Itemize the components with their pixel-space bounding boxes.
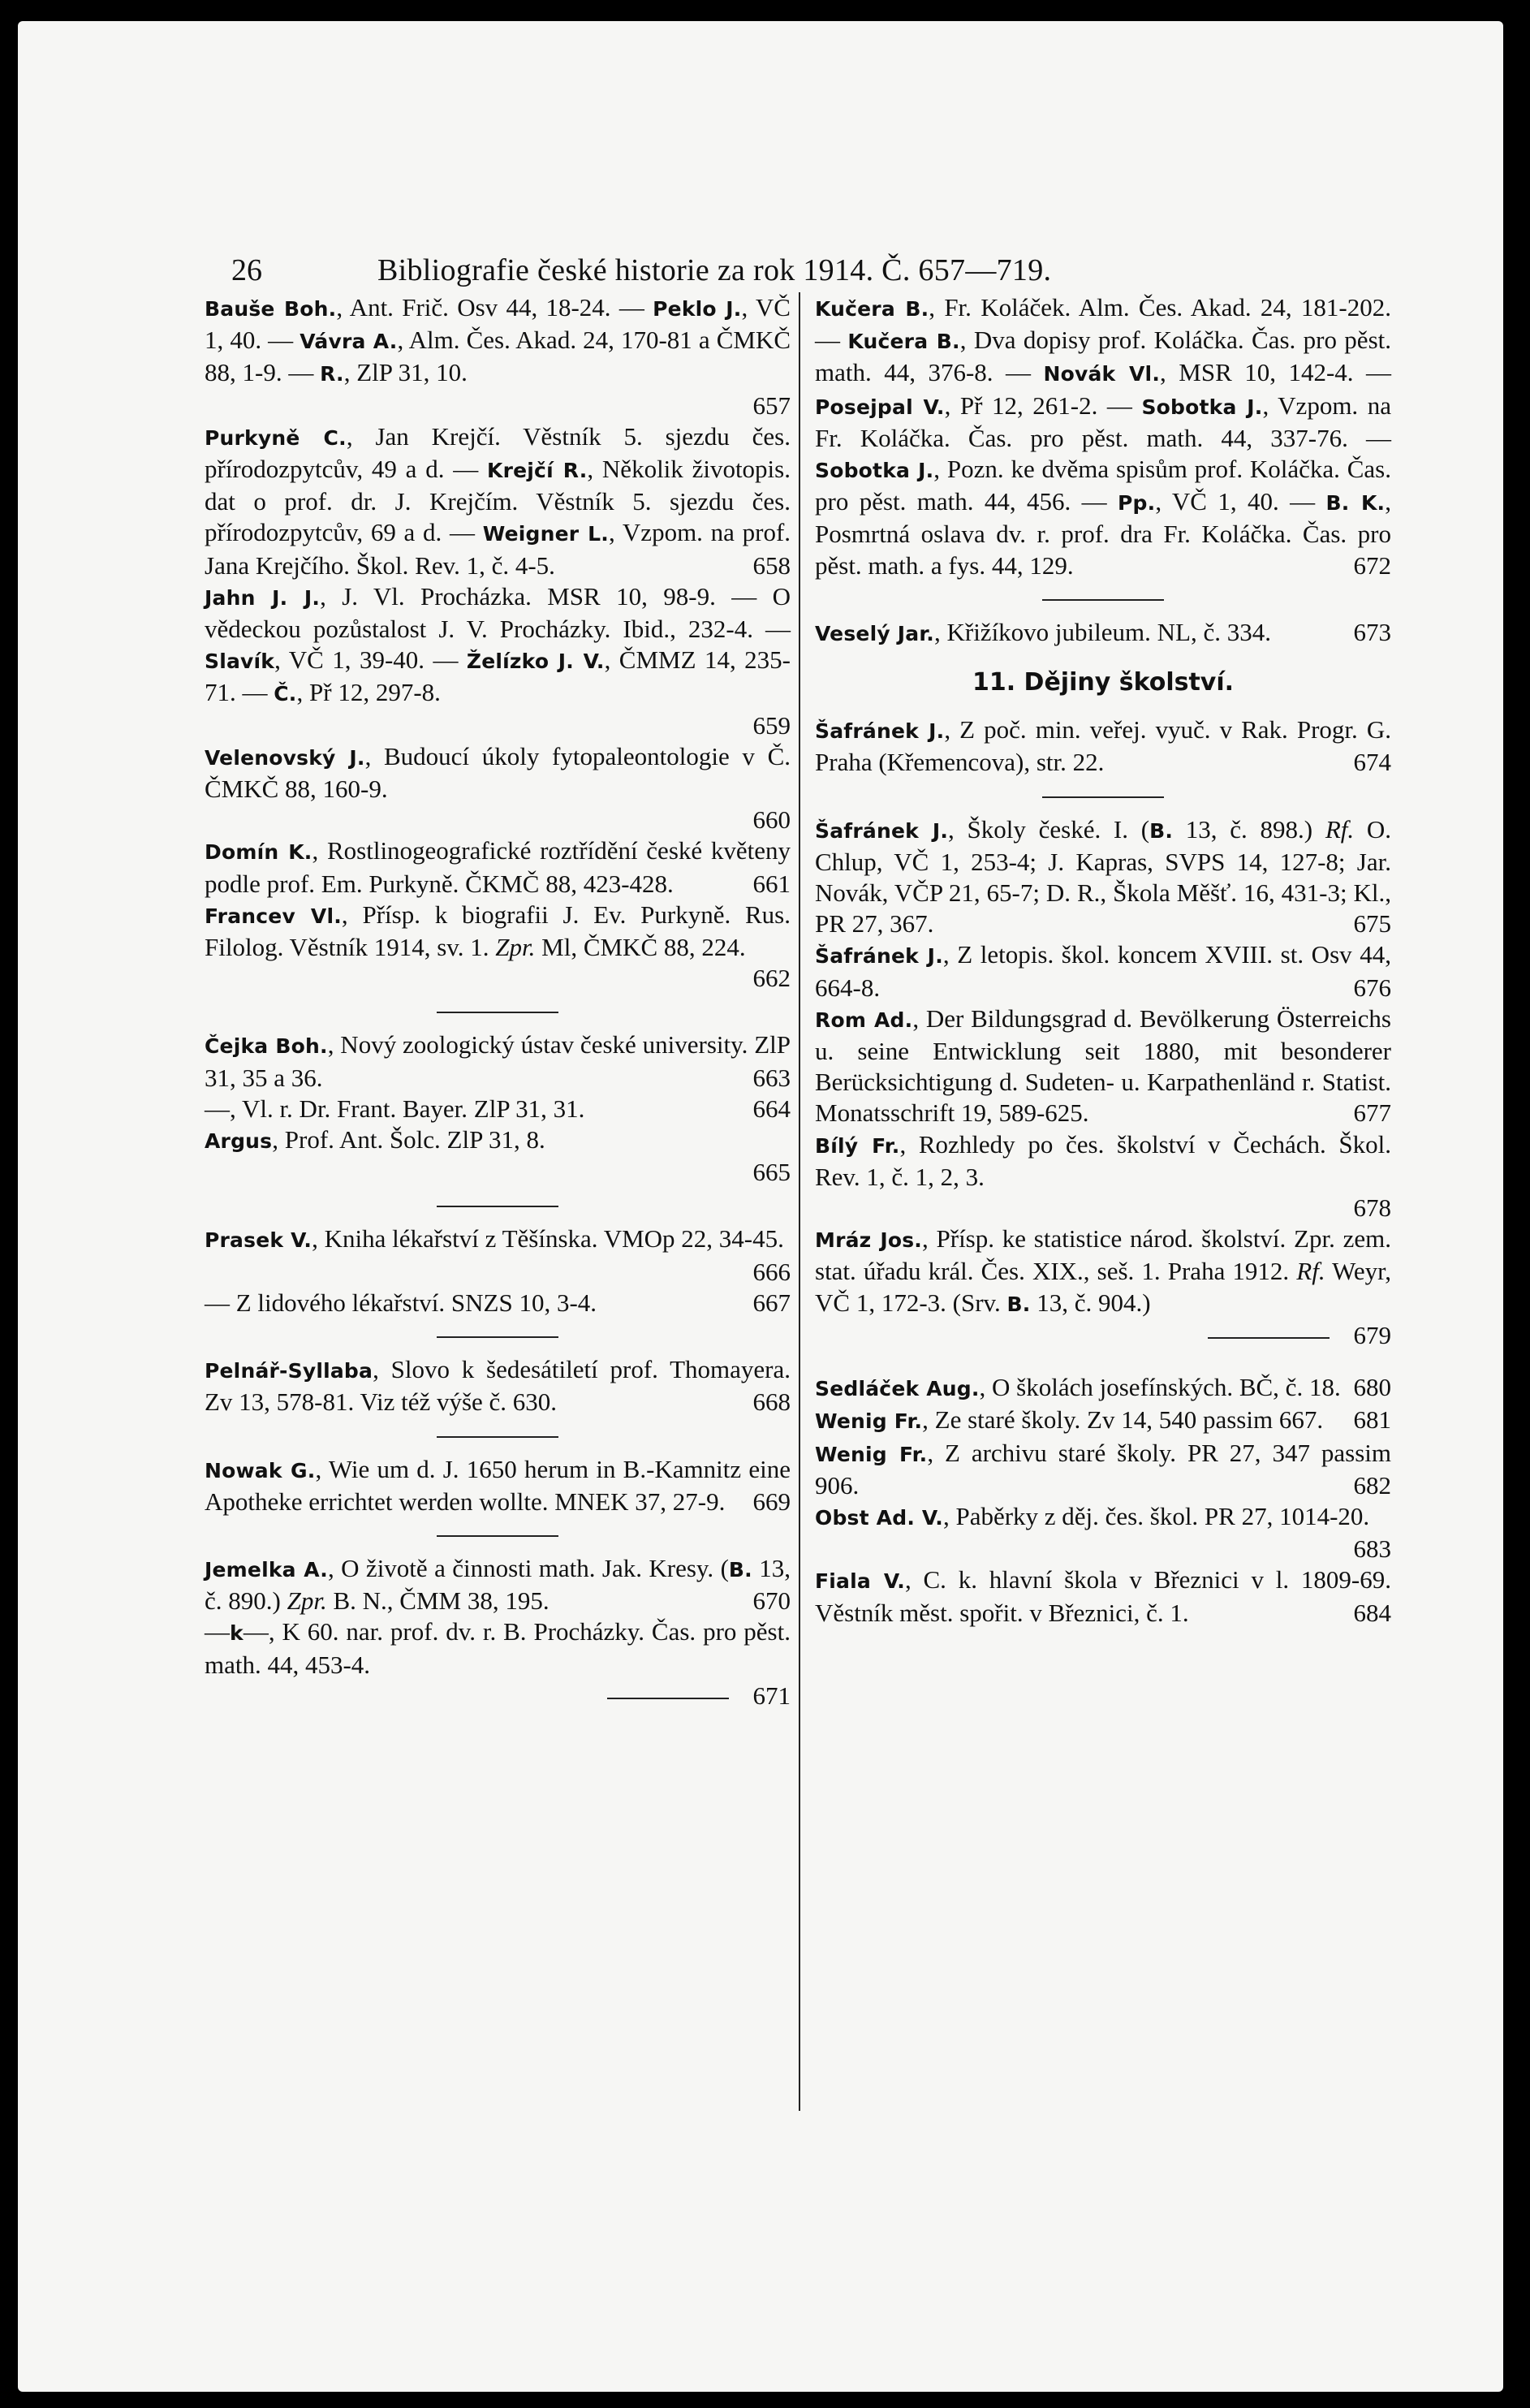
entry-number: 667 xyxy=(752,1288,791,1317)
entry-text: , Přísp. ke statistice národ. školství. Zpr. zem. stat. úřadu král. Čes. XIX., seš. 1. Praha 1912. xyxy=(815,1224,1391,1286)
bibliography-entry xyxy=(815,1372,1391,1405)
entry-text: , Slovo k šedesátiletí prof. Thomayera. Zv 13, 578-81. Viz též výše č. 630. xyxy=(205,1355,791,1417)
author-name: Novák Vl. xyxy=(1043,362,1161,386)
bibliography-entry xyxy=(815,714,1391,778)
entry-text: , Školy české. I. ( xyxy=(948,814,1150,844)
section-heading: 11. Dějiny školství. xyxy=(972,668,1235,697)
page-number: 26 xyxy=(231,253,262,287)
entry-text: , J. Vl. Procházka. MSR 10, 98-9. — O vědeckou pozůstalost J. V. Procházky. Ibid., 232-4. — xyxy=(205,581,791,644)
author-name: B. K. xyxy=(1325,491,1386,516)
separator-rule xyxy=(437,1436,558,1438)
left-column xyxy=(205,292,791,1711)
bibliography-entry xyxy=(205,1553,791,1616)
entry-text: , C. k. hlavní škola v Březnici v l. 1809-69. Věstník měst. spořit. v Březnici, č. 1. xyxy=(815,1565,1391,1627)
bibliography-entry xyxy=(815,617,1391,649)
author-name: Obst Ad. V. xyxy=(815,1505,943,1530)
author-name: Želízko J. V. xyxy=(466,649,605,674)
entry-text: , ČMMZ 14, 235-71. — xyxy=(205,645,791,707)
author-name: Francev Vl. xyxy=(205,904,342,928)
author-name: Jahn J. J. xyxy=(205,585,321,610)
separator-rule xyxy=(1042,599,1164,601)
bibliography-entry xyxy=(205,1288,791,1318)
entry-text: , Př 12, 297-8. xyxy=(296,678,441,707)
bibliography-entry xyxy=(205,835,791,899)
entry-text: , O životě a činnosti math. Jak. Kresy. ( xyxy=(328,1553,729,1582)
author-name: Fiala V. xyxy=(815,1569,905,1594)
entry-text: — xyxy=(205,1617,230,1646)
entry-text: , Vzpom. na Fr. Koláčka. Čas. pro pěst. math. 44, 337-76. — xyxy=(815,391,1391,452)
author-name: Jemelka A. xyxy=(205,1557,328,1582)
entry-text: , Dva dopisy prof. Koláčka. Čas. pro pěst. math. 44, 376-8. — xyxy=(815,326,1391,387)
entry-number: 677 xyxy=(1353,1098,1391,1128)
entry-number: 682 xyxy=(1353,1470,1391,1500)
entry-text: , Ant. Frič. Osv 44, 18-24. — xyxy=(336,293,653,321)
entry-text: , Přísp. k biografii J. Ev. Purkyně. Rus. Filolog. Věstník 1914, sv. 1. xyxy=(205,900,791,962)
bibliography-entry xyxy=(205,1124,791,1157)
entry-number: 674 xyxy=(1353,748,1391,777)
entry-text: , Nový zoologický ústav české university. ZlP 31, 35 a 36. xyxy=(205,1030,791,1092)
author-name: Wenig Fr. xyxy=(815,1409,923,1434)
author-name: Velenovský J. xyxy=(205,745,365,770)
entry-text: , Wie um d. J. 1650 herum in B.-Kamnitz eine Apotheke errichtet werden wollte. MNEK 37, 27-9. xyxy=(205,1454,791,1516)
author-name: Nowak G. xyxy=(205,1458,316,1482)
running-title: Bibliografie české historie za rok 1914. Č. 657—719. xyxy=(377,253,1052,287)
entry-text: , VČ 1, 40. — xyxy=(1155,487,1326,516)
author-name: Domín K. xyxy=(205,840,312,865)
bibliography-entry xyxy=(815,814,1391,940)
separator-rule xyxy=(1042,796,1164,798)
author-name: Sedláček Aug. xyxy=(815,1377,980,1401)
entry-text: —, K 60. nar. prof. dv. r. B. Procházky. Čas. pro pěst. math. 44, 453-4. xyxy=(205,1617,791,1679)
entry-text: , Př 12, 261-2. — xyxy=(944,391,1142,420)
entry-number: 676 xyxy=(1353,973,1391,1002)
entry-text: , ZlP 31, 10. xyxy=(343,358,468,387)
author-name: Č. xyxy=(274,682,297,706)
separator-rule xyxy=(1208,1337,1330,1339)
bibliography-entry xyxy=(815,939,1391,1003)
entry-text: , Prof. Ant. Šolc. ZlP 31, 8. xyxy=(272,1125,545,1154)
entry-text: , Fr. Koláček. Alm. Čes. Akad. 24, 181-202. — xyxy=(815,293,1392,355)
author-name: Mráz Jos. xyxy=(815,1228,922,1253)
bibliography-entry xyxy=(815,1003,1391,1129)
entry-text: , Rostlinogeografické roztřídění české květeny podle prof. Em. Purkyně. ČKMČ 88, 423-428. xyxy=(205,836,791,898)
bibliography-entry xyxy=(205,1029,791,1093)
entry-text: , MSR 10, 142-4. — xyxy=(1160,358,1392,387)
entry-text: Weyr, VČ 1, 172-3. (Srv. xyxy=(815,1257,1391,1317)
separator-rule xyxy=(437,1012,558,1013)
bibliography-entry xyxy=(815,1223,1391,1320)
entry-number: 673 xyxy=(1353,617,1391,646)
entry-text: , Ze staré školy. Zv 14, 540 passim 667. xyxy=(922,1405,1324,1435)
entry-text: Ml, ČMKČ 88, 224. xyxy=(535,933,746,962)
abbrev-label: Zpr. xyxy=(495,933,536,962)
entry-text: , VČ 1, 39-40. — xyxy=(274,645,467,675)
author-name: Sobotka J. xyxy=(815,459,934,483)
author-name: R. xyxy=(320,362,344,386)
author-name: Šafránek J. xyxy=(815,944,943,969)
author-name: Slavík xyxy=(205,649,275,674)
bibliography-entry xyxy=(205,1223,791,1287)
entry-number: 659 xyxy=(752,710,791,740)
entry-text: , Několik životopis. dat o prof. dr. J. Krejčím. Věstník 5. sjezdu čes. přírodozpytcův, 69 a d. — xyxy=(205,455,791,547)
entry-text: , O školách josefínských. BČ, č. 18. xyxy=(979,1373,1341,1402)
bibliography-entry xyxy=(205,1616,791,1680)
column-divider xyxy=(799,292,800,2111)
entry-text: , Z letopis. škol. koncem XVIII. st. Osv 44, 664-8. xyxy=(815,940,1391,1002)
entry-number: 657 xyxy=(752,391,791,420)
entry-text: , Rozhledy po čes. školství v Čechách. Škol. Rev. 1, č. 1, 2, 3. xyxy=(815,1129,1391,1191)
entry-text: , Jan Krejčí. Věstník 5. sjezdu čes. přírodozpytcův, 49 a d. — xyxy=(205,421,791,484)
entry-text: B. N., ČMM 38, 195. xyxy=(326,1586,550,1616)
entry-number: 663 xyxy=(752,1063,791,1092)
entry-number: 684 xyxy=(1353,1598,1391,1627)
entry-text: 13, č. 898.) xyxy=(1173,814,1325,844)
author-name: k xyxy=(230,1621,244,1646)
entry-text: , Z poč. min. veřej. vyuč. v Rak. Progr. G. Praha (Křemencova), str. 22. xyxy=(815,715,1391,777)
entry-number: 680 xyxy=(1353,1373,1391,1402)
bibliography-entry xyxy=(815,1438,1391,1501)
author-name: Posejpal V. xyxy=(815,395,945,419)
entry-text: , Alm. Čes. Akad. 24, 170-81 a ČMKČ 88, 1-9. — xyxy=(205,326,791,387)
entry-number: 661 xyxy=(752,869,791,898)
author-name: Purkyně C. xyxy=(205,425,347,450)
entry-number: 665 xyxy=(752,1158,791,1187)
separator-rule xyxy=(437,1535,558,1537)
bibliography-entry xyxy=(205,1094,791,1124)
author-name: B. xyxy=(1149,818,1174,843)
entry-text: , Kniha lékařství z Těšínska. VMOp 22, 34-45. xyxy=(312,1224,784,1254)
entry-text: — Z lidového lékařství. SNZS 10, 3-4. xyxy=(205,1288,597,1317)
author-name: Argus xyxy=(205,1129,273,1154)
entry-number: 660 xyxy=(752,805,791,835)
spacer xyxy=(815,1351,1391,1372)
bibliography-entry xyxy=(205,1354,791,1418)
author-name: Pelnář-Syllaba xyxy=(205,1359,373,1383)
author-name: Rom Ad. xyxy=(815,1008,913,1032)
entry-number: 670 xyxy=(752,1586,791,1616)
bibliography-entry xyxy=(815,1405,1391,1437)
author-name: Prasek V. xyxy=(205,1228,312,1253)
entry-text: —, Vl. r. Dr. Frant. Bayer. ZlP 31, 31. xyxy=(205,1094,585,1123)
entry-number: 675 xyxy=(1353,909,1391,939)
entry-number: 669 xyxy=(752,1487,791,1516)
entry-number: 681 xyxy=(1353,1405,1391,1435)
entry-text: , VČ 1, 40. — xyxy=(205,293,791,355)
author-name: Čejka Boh. xyxy=(205,1034,328,1059)
entry-text: , Budoucí úkoly fytopaleontologie v Č. ČMKČ 88, 160-9. xyxy=(205,741,791,804)
bibliography-entry xyxy=(815,1501,1391,1564)
author-name: B. xyxy=(1006,1292,1031,1316)
entry-text: , Z archivu staré školy. PR 27, 347 passim 906. xyxy=(815,1438,1391,1500)
entry-number: 666 xyxy=(752,1257,791,1286)
author-name: Peklo J. xyxy=(653,297,742,321)
author-name: Veselý Jar. xyxy=(815,621,934,645)
separator-rule xyxy=(437,1206,558,1207)
right-column xyxy=(815,292,1391,1629)
entry-text: , Pozn. ke dvěma spisům prof. Koláčka. Čas. pro pěst. math. 44, 456. — xyxy=(815,455,1391,516)
author-name: Šafránek J. xyxy=(815,818,949,843)
entry-text: , Vzpom. na prof. Jana Krejčího. Škol. Rev. 1, č. 4-5. xyxy=(205,518,791,580)
author-name: Vávra A. xyxy=(300,330,398,354)
entry-number: 668 xyxy=(752,1387,791,1417)
bibliography-entry xyxy=(205,421,791,581)
entry-text: , Křižíkovo jubileum. NL, č. 334. xyxy=(933,617,1271,646)
bibliography-entry xyxy=(205,900,791,963)
bibliography-entry xyxy=(205,1454,791,1517)
bibliography-entry xyxy=(815,1564,1391,1628)
author-name: Šafránek J. xyxy=(815,719,945,744)
entry-text: 13, č. 904.) xyxy=(1030,1288,1151,1317)
entry-number: 662 xyxy=(752,964,791,993)
entry-number: 664 xyxy=(752,1094,791,1123)
page-header xyxy=(231,252,1230,288)
entry-text: O. Chlup, VČ 1, 253-4; J. Kapras, SVPS 14, 127-8; Jar. Novák, VČP 21, 65-7; D. R., Škola Měšť. 16, 431-3; Kl., PR 27, 367. xyxy=(815,814,1391,939)
author-name: Sobotka J. xyxy=(1141,395,1263,419)
entry-number: 678 xyxy=(1353,1193,1391,1223)
entry-number: 658 xyxy=(752,550,791,580)
bibliography-entry xyxy=(205,741,791,805)
separator-rule xyxy=(437,1336,558,1338)
bibliography-entry xyxy=(205,292,791,391)
author-name: Kučera B. xyxy=(847,330,960,354)
author-name: Weigner L. xyxy=(482,522,610,546)
author-name: Bauše Boh. xyxy=(205,297,337,321)
separator-rule xyxy=(607,1698,729,1699)
author-name: Kučera B. xyxy=(815,297,929,321)
bibliography-entry xyxy=(205,581,791,710)
bibliography-entry xyxy=(815,292,1391,581)
abbrev-label: Rf. xyxy=(1325,814,1355,844)
entry-text: , Paběrky z děj. čes. škol. PR 27, 1014-20. xyxy=(942,1501,1370,1530)
author-name: Bílý Fr. xyxy=(815,1133,900,1158)
entry-text: , Der Bildungsgrad d. Bevölkerung Österreichs u. seine Entwicklung seit 1880, mit besonderer Berücksichtigung d. Sudeten- u. Karpathenländ r. Statist. Monatsschrift 19, 589-625. xyxy=(815,1003,1391,1128)
abbrev-label: Zpr. xyxy=(287,1586,327,1616)
entry-number: 683 xyxy=(1353,1534,1391,1564)
entry-number: 679 xyxy=(1353,1320,1391,1349)
entry-number: 671 xyxy=(752,1681,791,1710)
author-name: Wenig Fr. xyxy=(815,1442,928,1466)
author-name: Krejčí R. xyxy=(487,459,588,483)
entry-number: 672 xyxy=(1353,550,1391,580)
author-name: B. xyxy=(728,1557,752,1582)
bibliography-entry xyxy=(815,1129,1391,1193)
abbrev-label: Rf. xyxy=(1296,1257,1325,1286)
author-name: Pp. xyxy=(1118,491,1156,516)
entry-text: , Posmrtná oslava dv. r. prof. dra Fr. Koláčka. Čas. pro pěst. math. a fys. 44, 129. xyxy=(815,487,1391,580)
entry-text: 13, č. 890.) xyxy=(205,1553,791,1616)
